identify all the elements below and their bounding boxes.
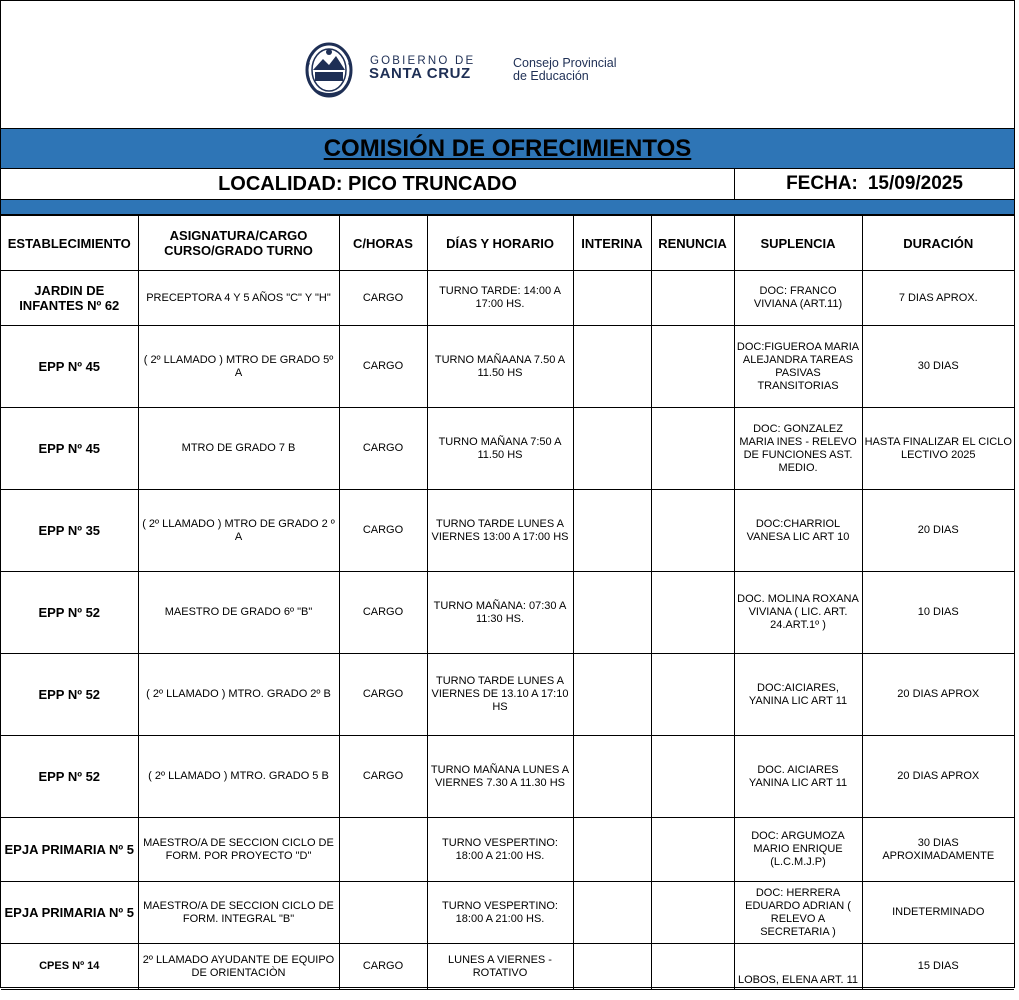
- cell-asignatura: MAESTRO/A DE SECCION CICLO DE FORM. INTEGRAL "B": [138, 882, 339, 944]
- cell-asignatura: ( 2º LLAMADO ) MTRO DE GRADO 2 º A: [138, 490, 339, 572]
- offers-table: [1, 215, 1014, 990]
- page-title: COMISIÓN DE OFRECIMIENTOS: [323, 134, 692, 162]
- cell-dias: TURNO TARDE LUNES A VIERNES 13:00 A 17:00 HS: [427, 490, 573, 572]
- cell-establecimiento: EPJA PRIMARIA Nº 5: [1, 882, 138, 944]
- cell-suplencia: LOBOS, ELENA ART. 11: [734, 944, 862, 990]
- table-header-row: [1, 216, 1014, 271]
- location-date-row: [1, 169, 1014, 200]
- cell-choras: CARGO: [339, 944, 427, 990]
- col-suplencia: SUPLENCIA: [734, 216, 862, 271]
- letterhead: [1, 1, 1014, 128]
- cell-duracion: 10 DIAS: [862, 572, 1014, 654]
- title-band: [1, 128, 1014, 169]
- cell-suplencia: DOC:AICIARES, YANINA LIC ART 11: [734, 654, 862, 736]
- table-row: [1, 490, 1014, 572]
- cell-choras: CARGO: [339, 572, 427, 654]
- cell-duracion: 30 DIAS APROXIMADAMENTE: [862, 818, 1014, 882]
- cell-dias: TURNO MAÑANA: 07:30 A 11:30 HS.: [427, 572, 573, 654]
- cell-choras: CARGO: [339, 736, 427, 818]
- cell-renuncia: [651, 882, 734, 944]
- cell-choras: CARGO: [339, 326, 427, 408]
- col-dias: DÍAS Y HORARIO: [427, 216, 573, 271]
- cell-suplencia: DOC:CHARRIOL VANESA LIC ART 10: [734, 490, 862, 572]
- cell-establecimiento: CPES Nº 14: [1, 944, 138, 990]
- cell-choras: [339, 882, 427, 944]
- col-asignatura-line-1: ASIGNATURA/CARGO: [169, 228, 308, 243]
- table-row: [1, 271, 1014, 326]
- cell-renuncia: [651, 944, 734, 990]
- cell-establecimiento: EPP Nº 52: [1, 654, 138, 736]
- consejo-line-2: de Educación: [513, 69, 589, 83]
- cell-interina: [573, 736, 651, 818]
- cell-asignatura: ( 2º LLAMADO ) MTRO. GRADO 5 B: [138, 736, 339, 818]
- cell-choras: [339, 818, 427, 882]
- col-renuncia: RENUNCIA: [651, 216, 734, 271]
- consejo-label: [513, 57, 617, 83]
- cell-interina: [573, 326, 651, 408]
- col-asignatura: [138, 216, 339, 271]
- cell-establecimiento: EPP Nº 52: [1, 736, 138, 818]
- cell-renuncia: [651, 408, 734, 490]
- cell-establecimiento: JARDIN DE INFANTES Nº 62: [1, 271, 138, 326]
- consejo-line-1: Consejo Provincial: [513, 56, 617, 70]
- cell-duracion: 15 DIAS: [862, 944, 1014, 990]
- cell-dias: LUNES A VIERNES - ROTATIVO: [427, 944, 573, 990]
- cell-suplencia: DOC. AICIARES YANINA LIC ART 11: [734, 736, 862, 818]
- cell-renuncia: [651, 818, 734, 882]
- cell-duracion: 20 DIAS APROX: [862, 654, 1014, 736]
- cell-suplencia: DOC:FIGUEROA MARIA ALEJANDRA TAREAS PASIVAS TRANSITORIAS: [734, 326, 862, 408]
- cell-suplencia: DOC: ARGUMOZA MARIO ENRIQUE (L.C.M.J.P): [734, 818, 862, 882]
- cell-renuncia: [651, 654, 734, 736]
- localidad-label: LOCALIDAD: PICO TRUNCADO: [1, 169, 735, 199]
- cell-dias: TURNO TARDE: 14:00 A 17:00 HS.: [427, 271, 573, 326]
- cell-choras: CARGO: [339, 271, 427, 326]
- cell-suplencia: DOC. MOLINA ROXANA VIVIANA ( LIC. ART. 24.ART.1º ): [734, 572, 862, 654]
- cell-renuncia: [651, 490, 734, 572]
- col-interina: INTERINA: [573, 216, 651, 271]
- fecha-cell: [735, 169, 1014, 199]
- cell-duracion: 20 DIAS APROX: [862, 736, 1014, 818]
- cell-establecimiento: EPP Nº 45: [1, 326, 138, 408]
- cell-renuncia: [651, 572, 734, 654]
- province-name: SANTA CRUZ: [369, 65, 471, 82]
- cell-duracion: 30 DIAS: [862, 326, 1014, 408]
- cell-renuncia: [651, 326, 734, 408]
- cell-interina: [573, 944, 651, 990]
- col-duracion: DURACIÓN: [862, 216, 1014, 271]
- cell-asignatura: PRECEPTORA 4 Y 5 AÑOS "C" Y "H": [138, 271, 339, 326]
- cell-dias: TURNO MAÑANA 7:50 A 11.50 HS: [427, 408, 573, 490]
- cell-establecimiento: EPP Nº 52: [1, 572, 138, 654]
- separator-strip: [1, 200, 1014, 215]
- table-row: [1, 408, 1014, 490]
- fecha-value: 15/09/2025: [867, 173, 963, 194]
- cell-establecimiento: EPP Nº 45: [1, 408, 138, 490]
- cell-renuncia: [651, 271, 734, 326]
- cell-interina: [573, 572, 651, 654]
- cell-interina: [573, 271, 651, 326]
- cell-suplencia: DOC: HERRERA EDUARDO ADRIAN ( RELEVO A SECRETARIA ): [734, 882, 862, 944]
- cell-interina: [573, 654, 651, 736]
- cell-dias: TURNO VESPERTINO: 18:00 A 21:00 HS.: [427, 882, 573, 944]
- cell-interina: [573, 408, 651, 490]
- cell-asignatura: MAESTRO/A DE SECCION CICLO DE FORM. POR PROYECTO "D": [138, 818, 339, 882]
- cell-choras: CARGO: [339, 408, 427, 490]
- cell-interina: [573, 882, 651, 944]
- cell-establecimiento: EPJA PRIMARIA Nº 5: [1, 818, 138, 882]
- cell-dias: TURNO VESPERTINO: 18:00 A 21:00 HS.: [427, 818, 573, 882]
- cell-duracion: 7 DIAS APROX.: [862, 271, 1014, 326]
- cell-duracion: HASTA FINALIZAR EL CICLO LECTIVO 2025: [862, 408, 1014, 490]
- cell-duracion: 20 DIAS: [862, 490, 1014, 572]
- col-asignatura-line-2: CURSO/GRADO TURNO: [164, 243, 313, 258]
- cell-asignatura: ( 2º LLAMADO ) MTRO DE GRADO 5º A: [138, 326, 339, 408]
- col-choras: C/HORAS: [339, 216, 427, 271]
- table-row: [1, 818, 1014, 882]
- cell-asignatura: MTRO DE GRADO 7 B: [138, 408, 339, 490]
- cell-choras: CARGO: [339, 490, 427, 572]
- cell-renuncia: [651, 736, 734, 818]
- cell-asignatura: MAESTRO DE GRADO 6º "B": [138, 572, 339, 654]
- cell-suplencia: DOC: GONZALEZ MARIA INES - RELEVO DE FUNCIONES AST. MEDIO.: [734, 408, 862, 490]
- cell-asignatura: ( 2º LLAMADO ) MTRO. GRADO 2º B: [138, 654, 339, 736]
- cell-interina: [573, 490, 651, 572]
- cell-dias: TURNO MAÑANA LUNES A VIERNES 7.30 A 11.30 HS: [427, 736, 573, 818]
- cell-suplencia: DOC: FRANCO VIVIANA (ART.11): [734, 271, 862, 326]
- col-establecimiento: ESTABLECIMIENTO: [1, 216, 138, 271]
- cell-dias: TURNO MAÑAANA 7.50 A 11.50 HS: [427, 326, 573, 408]
- table-row: [1, 736, 1014, 818]
- government-label: GOBIERNO DE: [370, 55, 476, 67]
- cell-establecimiento: EPP Nº 35: [1, 490, 138, 572]
- provincial-seal-icon: [303, 39, 355, 99]
- table-row: [1, 882, 1014, 944]
- table-row: [1, 944, 1014, 990]
- fecha-label: FECHA:: [786, 173, 858, 194]
- cell-asignatura: 2º LLAMADO AYUDANTE DE EQUIPO DE ORIENTACIÒN: [138, 944, 339, 990]
- cell-interina: [573, 818, 651, 882]
- table-row: [1, 326, 1014, 408]
- cell-choras: CARGO: [339, 654, 427, 736]
- table-row: [1, 654, 1014, 736]
- cell-dias: TURNO TARDE LUNES A VIERNES DE 13.10 A 17:10 HS: [427, 654, 573, 736]
- table-row: [1, 572, 1014, 654]
- cell-duracion: INDETERMINADO: [862, 882, 1014, 944]
